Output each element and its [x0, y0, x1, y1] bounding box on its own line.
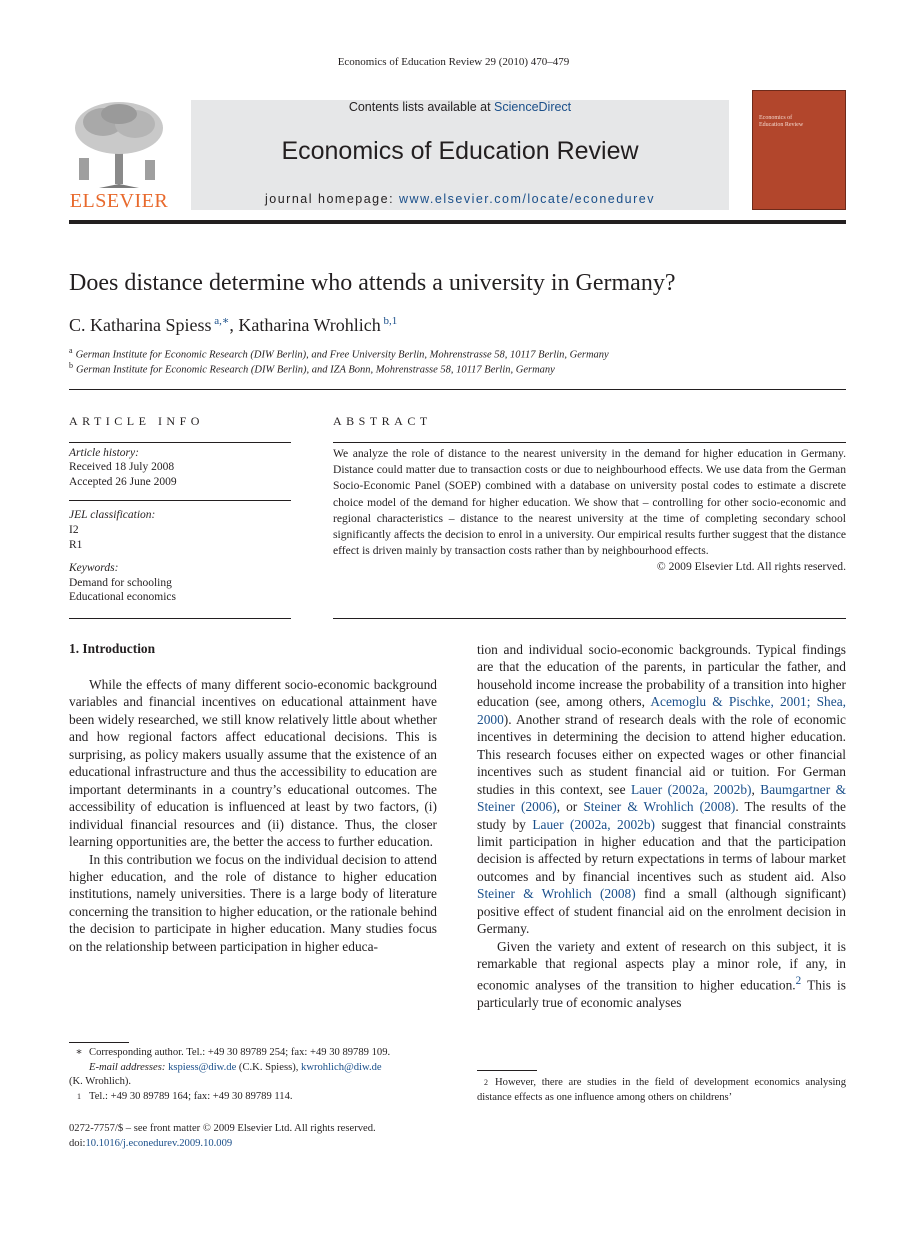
copyright: © 2009 Elsevier Ltd. All rights reserved.	[656, 560, 846, 574]
citation-link[interactable]: Lauer (2002a, 2002b)	[532, 816, 655, 832]
doi-prefix: doi:	[69, 1137, 86, 1149]
author-marks[interactable]: b,1	[383, 315, 398, 327]
text-run: suggest that financial constraints limit participation in higher education and that the participation decision is affected by return expectations in terms of labour market outcomes and by financial incentives such as student aid. Also	[477, 816, 846, 884]
doi-link[interactable]: 10.1016/j.econedurev.2009.10.009	[85, 1137, 233, 1149]
elsevier-wordmark: ELSEVIER	[69, 190, 169, 212]
cover-title	[759, 115, 803, 129]
affiliation-text: German Institute for Economic Research (DIW Berlin), and Free University Berlin, Mohrenstrasse 58, 10117 Berlin, Germany	[75, 349, 609, 361]
footnote-mark-link[interactable]: 2	[795, 974, 802, 987]
footnotes-left	[69, 1046, 437, 1104]
footnote-rule	[69, 1042, 129, 1043]
affiliation-mark: b	[69, 361, 73, 370]
footnote-1	[69, 1090, 437, 1105]
body-column-right	[477, 641, 846, 1011]
abstract	[333, 446, 846, 576]
author-name[interactable]: C. Katharina Spiess	[69, 315, 212, 335]
citation-link[interactable]: Steiner & Wrohlich (2008)	[583, 799, 736, 815]
divider	[69, 389, 846, 390]
email-owner: (K. Wrohlich).	[69, 1076, 132, 1088]
body-column-left	[69, 676, 437, 955]
footnote-rule	[477, 1070, 537, 1071]
paragraph	[477, 938, 846, 1011]
accepted-date: Accepted 26 June 2009	[69, 476, 177, 488]
text-run: , or	[556, 799, 584, 815]
section-heading: 1. Introduction	[69, 641, 156, 656]
footnote-corresponding	[69, 1046, 437, 1061]
text-run: find a small (although significant) positive effect of student financial aid on the enrolment decision in Germany.	[477, 886, 846, 937]
jel-code: I2	[69, 524, 79, 536]
email-link[interactable]: kspiess@diw.de	[168, 1061, 237, 1073]
citation-link[interactable]: Lauer (2002a, 2002b)	[630, 781, 752, 797]
front-matter	[69, 1122, 376, 1151]
article-history-label: Article history:	[69, 447, 139, 459]
text-run: ,	[751, 781, 761, 797]
received-date: Received 18 July 2008	[69, 461, 175, 473]
journal-homepage-link[interactable]: www.elsevier.com/locate/econedurev	[399, 192, 655, 206]
cover-title-line2: Education Review	[759, 122, 804, 128]
affiliation-a	[69, 346, 609, 361]
abstract-text: We analyze the role of distance to the nearest university in the demand for higher education in Germany. Distance could matter due to transaction costs or due to neighbourhood effects. We use data from the German Socio-Economic Panel (SOEP) combined with a database on university postal codes to estimate a discrete choice model of the demand for higher education. We show that – controlling for other socio-economic and regional characteristics – distance to the nearest university at the time of completing secondary school significantly affects the decision to enrol in a university. Our empirical results further suggest that the distance effect is driven mainly by transaction costs rather than by neighbourhood effects.	[333, 447, 846, 558]
affiliation-text: German Institute for Economic Research (DIW Berlin), and IZA Bonn, Mohrenstrasse 58, 10117 Berlin, Germany	[76, 364, 555, 376]
footnote-text: Corresponding author. Tel.: +49 30 89789 254; fax: +49 30 89789 109.	[89, 1047, 391, 1058]
footnote-text: However, there are studies in the field of development economics analysing distance effects as one influence among others on childrens’	[477, 1077, 846, 1103]
header-rule	[69, 220, 846, 224]
keywords-label: Keywords:	[69, 562, 119, 574]
footnote-2	[477, 1076, 846, 1105]
paragraph: While the effects of many different socio-economic background variables and financial incentives on educational attainment have been widely researched, we still know relatively little about whether and how regional factors affect educational decisions. This is surprising, as policy makers usually assume that the existence of an educational infrastructure and thus the accessibility to education are important determinants in a country’s educational outcomes. The accessibility of education is influenced at least by two factors, (i) individual financial resources and (ii) distance. Thus, the closer learning opportunities are, the better the access to further education.	[69, 677, 437, 850]
keyword: Demand for schooling	[69, 577, 172, 589]
contents-line	[191, 100, 729, 114]
text-run: Given the variety and extent of research on this subject, it is remarkable that regional aspects play a minor role, if any, in economic analyses of the transition to higher education.	[477, 938, 846, 993]
author-separator: ,	[229, 315, 234, 335]
text-run: tion and individual socio-economic backgrounds. Typical findings are that the education of the parents, in particular the father, and household income increase the probability of a transition into higher education (see, among others,	[477, 642, 846, 710]
email-link[interactable]: kwrohlich@diw.de	[301, 1061, 382, 1073]
paragraph	[477, 641, 846, 938]
text-run: . The results of the study by	[477, 799, 846, 832]
article-info-heading: ARTICLE INFO	[69, 414, 204, 428]
journal-header-band	[191, 100, 729, 210]
paragraph: In this contribution we focus on the individual decision to attend higher education, and the role of distance to higher education institutions, namely universities. There is a large body of literature concerning the transition to higher education, or the rationale behind the decision to participate in higher education. Many studies focus on the relationship between participation in higher educa-	[69, 851, 437, 954]
footnote-text: Tel.: +49 30 89789 164; fax: +49 30 89789 114.	[89, 1090, 293, 1102]
elsevier-logo[interactable]	[69, 98, 169, 210]
keyword: Educational economics	[69, 591, 176, 603]
abstract-heading: ABSTRACT	[333, 414, 432, 428]
article-title: Does distance determine who attends a university in Germany?	[69, 270, 676, 296]
divider	[69, 442, 291, 443]
author-list	[69, 314, 397, 336]
journal-cover-thumbnail[interactable]	[752, 90, 846, 210]
cover-title-line1: Economics of	[759, 115, 793, 121]
citation-link[interactable]: Baumgartner & Steiner (2006)	[477, 781, 847, 815]
text-run: ). Another strand of research deals with the role of economic incentives in determining the decision to attend higher education. This research focuses either on expected wages or other financial incentives such as student financial aid or tuition. For German studies in this context, see	[477, 711, 846, 797]
doi-line	[69, 1137, 376, 1152]
running-head: Economics of Education Review 29 (2010) 470–479	[337, 56, 570, 68]
citation-link[interactable]: Acemoglu & Pischke, 2001; Shea, 2000	[477, 694, 846, 727]
affiliation-b	[69, 361, 555, 376]
divider	[333, 618, 846, 619]
divider	[69, 500, 291, 501]
citation-link[interactable]: Steiner & Wrohlich (2008)	[477, 886, 636, 902]
issn-line: 0272-7757/$ – see front matter © 2009 Elsevier Ltd. All rights reserved.	[69, 1123, 376, 1134]
footnote-mark: ∗	[75, 1047, 83, 1058]
contents-prefix: Contents lists available at	[348, 100, 495, 114]
author-marks[interactable]: a,∗	[214, 315, 230, 327]
homepage-prefix: journal homepage:	[265, 192, 400, 206]
sciencedirect-link[interactable]: ScienceDirect	[494, 100, 572, 114]
elsevier-tree-icon	[69, 98, 169, 190]
jel-code: R1	[69, 539, 83, 551]
footnote-mark: 1	[77, 1091, 81, 1101]
footnote-mark: 2	[484, 1078, 488, 1087]
text-run: This is particularly true of economic analyses	[477, 977, 846, 1010]
footnote-emails	[69, 1061, 437, 1076]
author-name[interactable]: Katharina Wrohlich	[238, 315, 381, 335]
divider	[69, 618, 291, 619]
journal-title: Economics of Education Review	[281, 137, 639, 165]
affiliation-mark: a	[69, 346, 73, 355]
email-label: E-mail addresses:	[89, 1061, 166, 1073]
homepage-line	[191, 192, 729, 206]
jel-label: JEL classification:	[69, 509, 156, 521]
divider	[333, 442, 846, 443]
email-owner: (C.K. Spiess),	[236, 1061, 302, 1073]
